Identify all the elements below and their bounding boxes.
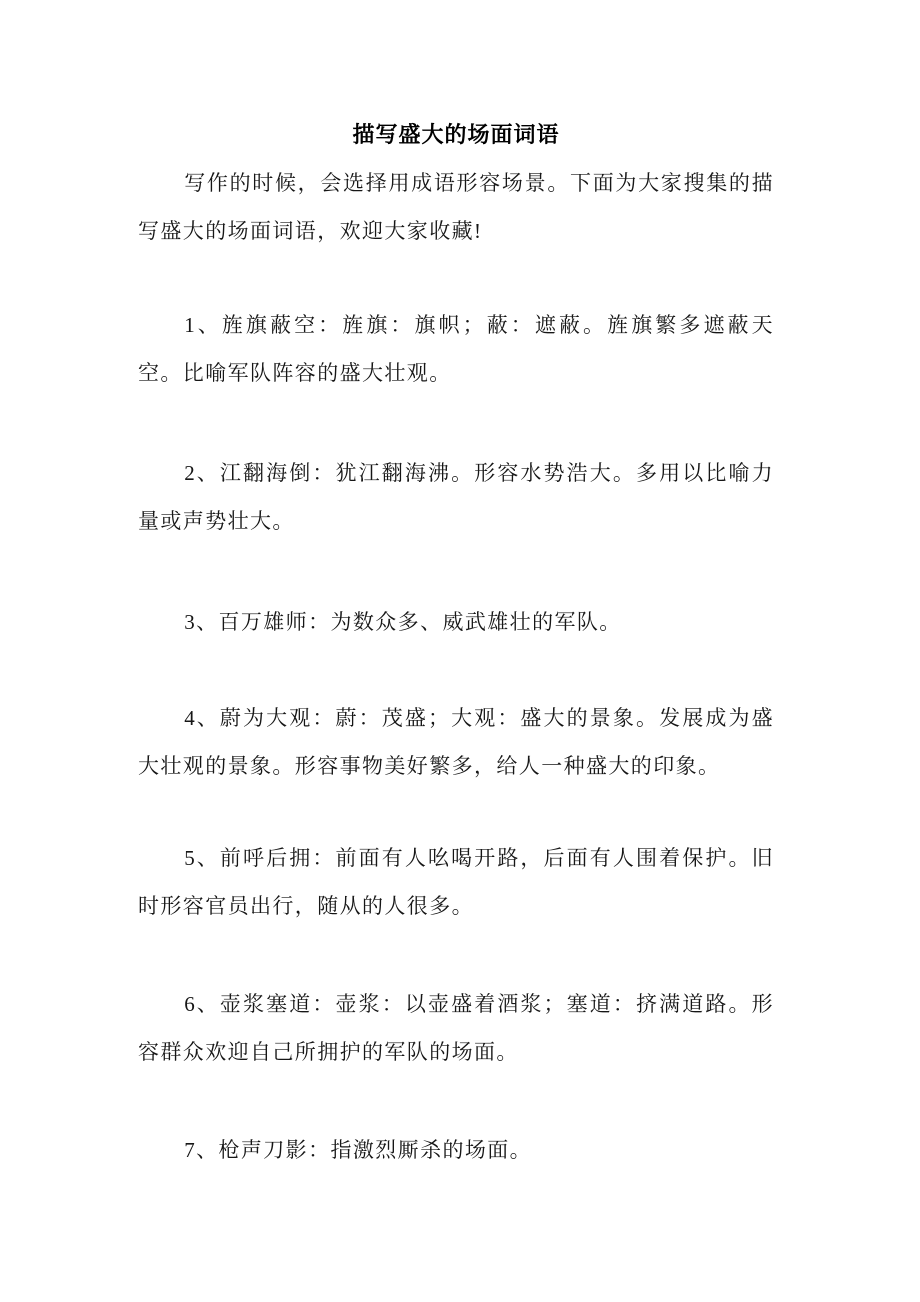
- list-item: 6、壶浆塞道：壶浆：以壶盛着酒浆；塞道：挤满道路。形容群众欢迎自己所拥护的军队的场面。: [138, 992, 774, 1064]
- intro-paragraph: 写作的时候，会选择用成语形容场景。下面为大家搜集的描写盛大的场面词语，欢迎大家收藏!: [138, 171, 774, 243]
- document-title: 描写盛大的场面词语: [352, 123, 560, 148]
- list-item: 2、江翻海倒：犹江翻海沸。形容水势浩大。多用以比喻力量或声势壮大。: [138, 461, 774, 533]
- list-item: 7、枪声刀影：指激烈厮杀的场面。: [184, 1138, 533, 1162]
- list-item: 3、百万雄师：为数众多、威武雄壮的军队。: [184, 610, 622, 634]
- list-item: 4、蔚为大观：蔚：茂盛；大观：盛大的景象。发展成为盛大壮观的景象。形容事物美好繁多，给人一种盛大的印象。: [138, 706, 774, 778]
- list-item: 5、前呼后拥：前面有人吆喝开路，后面有人围着保护。旧时形容官员出行，随从的人很多。: [138, 846, 774, 918]
- list-item: 1、旌旗蔽空：旌旗：旗帜；蔽：遮蔽。旌旗繁多遮蔽天空。比喻军队阵容的盛大壮观。: [138, 313, 774, 385]
